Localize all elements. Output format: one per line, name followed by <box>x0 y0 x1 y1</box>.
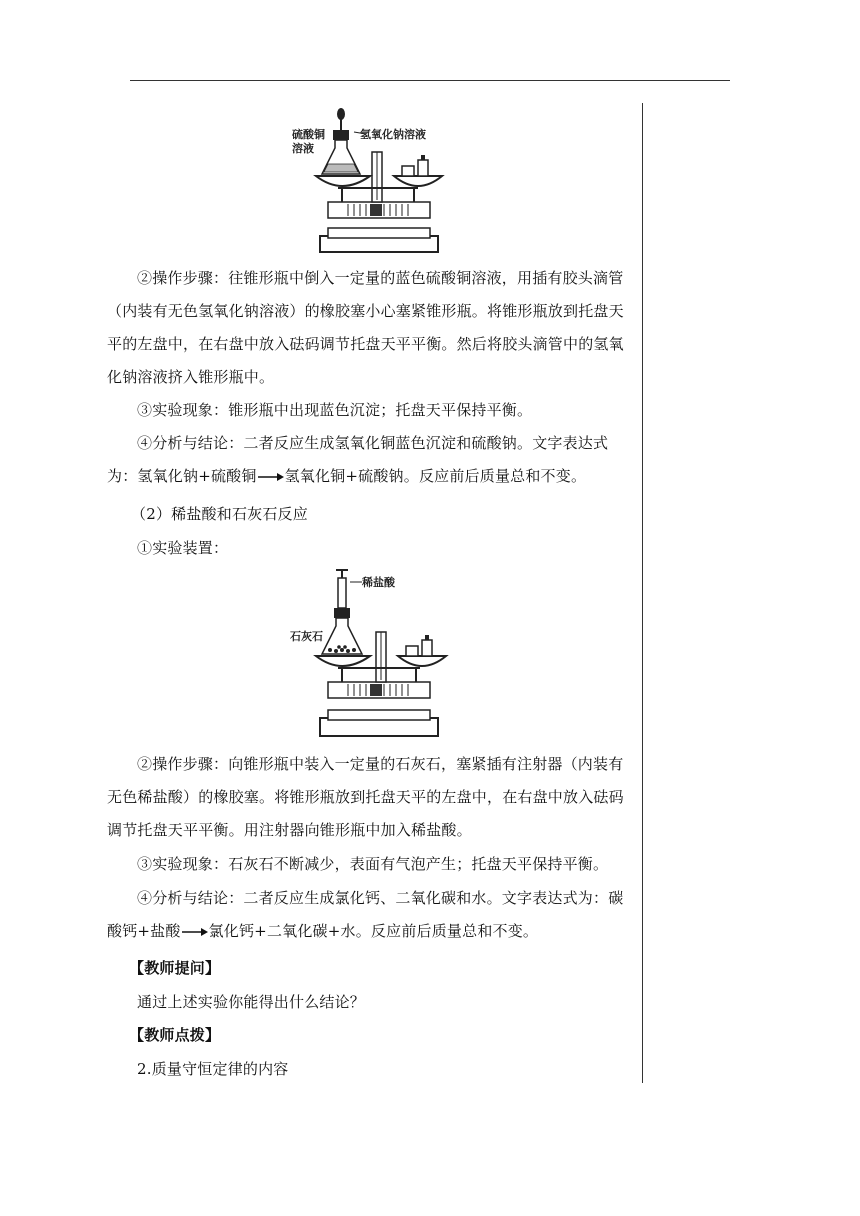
teacher-guidance-text: 2.质量守恒定律的内容 <box>137 1060 289 1078</box>
section1-step2: ②操作步骤：往锥形瓶中倒入一定量的蓝色硫酸铜溶液，用插有胶头滴管（内装有无色氢氧化钠溶液）的橡胶塞小心塞紧锥形瓶。将锥形瓶放到托盘天平的左盘中，在右盘中放入砝码调节托盘天平平衡。然后将胶头滴管中的氢氧化钠溶液挤入锥形瓶中。 <box>107 269 624 386</box>
reaction-arrow-icon <box>181 926 209 938</box>
label-limestone: 石灰石 <box>290 630 323 643</box>
header-rule <box>130 80 730 81</box>
teacher-question-heading: 【教师提问】 <box>129 959 221 977</box>
section2-step4-part2: 氯化钙+二氧化碳+水。反应前后质量总和不变。 <box>208 922 539 940</box>
figure-balance-limestone <box>288 568 458 740</box>
label-sodium-hydroxide: 氢氧化钠溶液 <box>360 128 426 141</box>
label-solution: 溶液 <box>292 142 314 155</box>
label-copper-sulfate: 硫酸铜 <box>292 128 325 141</box>
section1-step4-part1: ④分析与结论：二者反应生成氢氧化铜蓝色沉淀和硫酸钠。文字表达式为：氢氧化钠+硫酸铜 <box>107 434 609 485</box>
section2-step3: ③实验现象：石灰石不断减少，表面有气泡产生；托盘天平保持平衡。 <box>137 855 609 873</box>
teacher-guidance-heading: 【教师点拨】 <box>129 1026 221 1044</box>
section1-step3: ③实验现象：锥形瓶中出现蓝色沉淀；托盘天平保持平衡。 <box>137 401 533 419</box>
section2-step4-part1: ④分析与结论：二者反应生成氯化钙、二氧化碳和水。文字表达式为：碳酸钙+盐酸 <box>107 889 624 940</box>
reaction-arrow-icon <box>257 471 285 483</box>
section2-step1: ①实验装置： <box>137 539 229 557</box>
figure-balance-copper-sulfate <box>288 104 458 256</box>
section2-step2: ②操作步骤：向锥形瓶中装入一定量的石灰石，塞紧插有注射器（内装有无色稀盐酸）的橡胶塞。将锥形瓶放到托盘天平的左盘中，在右盘中放入砝码调节托盘天平平衡。用注射器向锥形瓶中加入稀盐酸。 <box>107 755 624 839</box>
teacher-question-text: 通过上述实验你能得出什么结论？ <box>137 993 366 1011</box>
section1-step4-part2: 氢氧化铜+硫酸钠。反应前后质量总和不变。 <box>284 467 587 485</box>
section1-step4 <box>107 427 635 493</box>
section2-step4 <box>107 882 635 948</box>
label-hydrochloric-acid: 稀盐酸 <box>362 576 395 589</box>
section2-heading: （2）稀盐酸和石灰石反应 <box>131 505 308 523</box>
table-column-border <box>642 103 643 1083</box>
